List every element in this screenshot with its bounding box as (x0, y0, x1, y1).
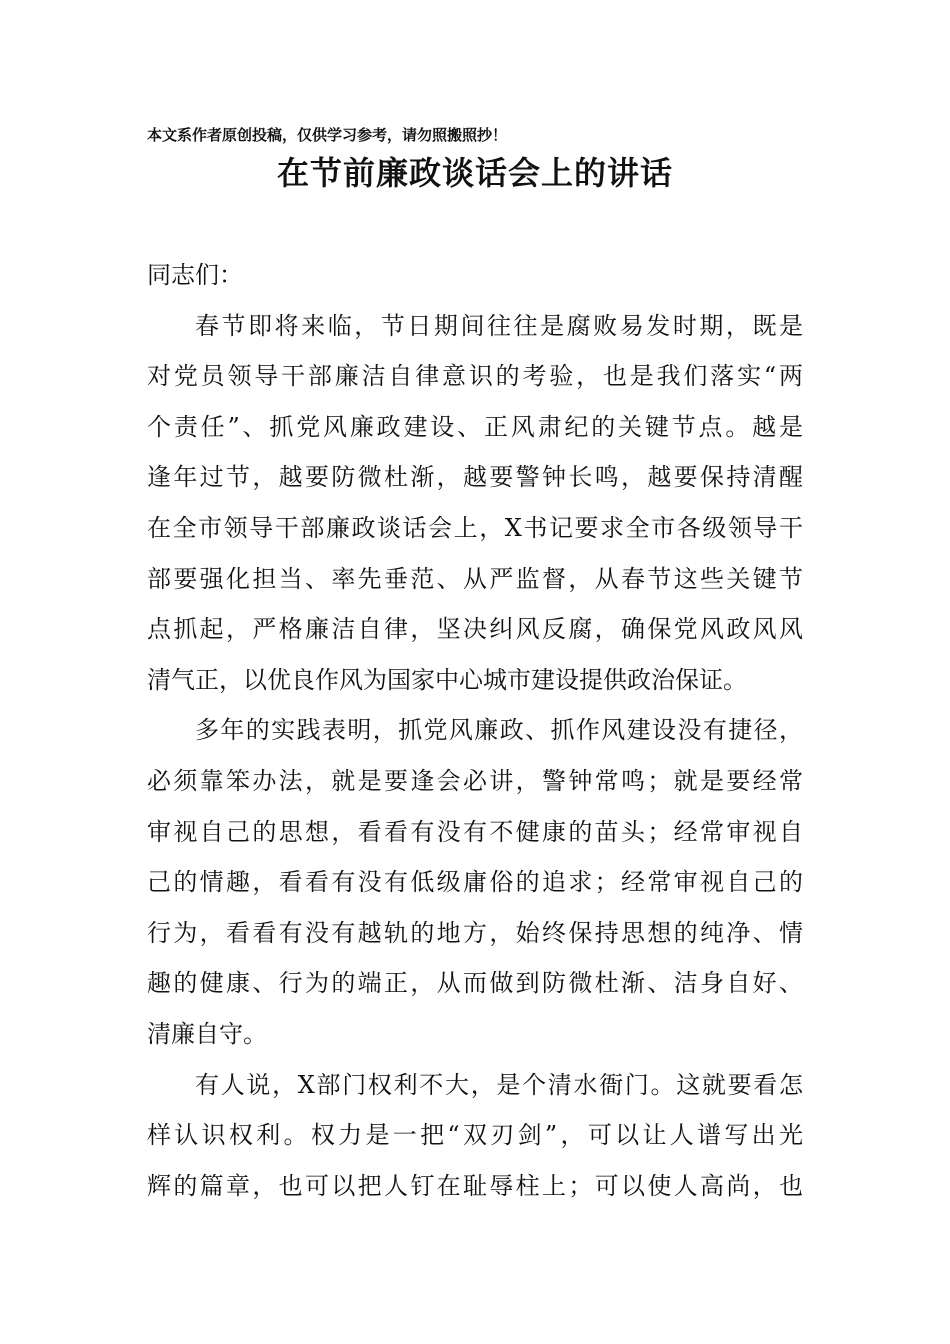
document-title: 在节前廉政谈话会上的讲话 (276, 154, 673, 192)
salutation: 同志们： (147, 261, 243, 289)
paragraph-line: 逢年过节，越要防微杜渐，越要警钟长鸣，越要保持清醒 (147, 463, 803, 492)
paragraph-line: 春节即将来临，节日期间往往是腐败易发时期，既是 (195, 311, 803, 340)
paragraph-line: 在全市领导干部廉政谈话会上，X书记要求全市各级领导干 (147, 513, 803, 542)
paragraph-line: 多年的实践表明，抓党风廉政、抓作风建设没有捷径， (195, 716, 803, 745)
paragraph (147, 1060, 803, 1212)
paragraph (147, 301, 803, 706)
disclaimer-note: 本文系作者原创投稿，仅供学习参考，请勿照搬照抄！ (147, 126, 508, 144)
paragraph-line: 行为，看看有没有越轨的地方，始终保持思想的纯净、情 (147, 918, 803, 947)
paragraph-line: 样认识权利。权力是一把“双刃剑”，可以让人谱写出光 (147, 1121, 803, 1150)
paragraph (147, 705, 803, 1059)
paragraph-line: 点抓起，严格廉洁自律，坚决纠风反腐，确保党风政风风 (147, 615, 803, 644)
paragraph-line: 辉的篇章，也可以把人钉在耻辱柱上；可以使人高尚，也 (147, 1171, 803, 1200)
paragraph-line: 清廉自守。 (147, 1019, 267, 1048)
paragraph-line: 审视自己的思想，看看有没有不健康的苗头；经常审视自 (147, 817, 803, 846)
paragraph-line: 必须靠笨办法，就是要逢会必讲，警钟常鸣；就是要经常 (147, 766, 803, 795)
paragraph-line: 己的情趣，看看有没有低级庸俗的追求；经常审视自己的 (147, 868, 803, 897)
document-body (147, 250, 803, 1211)
paragraph-line: 对党员领导干部廉洁自律意识的考验，也是我们落实“两 (147, 362, 803, 391)
paragraph-line: 个责任”、抓党风廉政建设、正风肃纪的关键节点。越是 (147, 412, 803, 441)
paragraph-line: 部要强化担当、率先垂范、从严监督，从春节这些关键节 (147, 564, 803, 593)
paragraph-line: 有人说，X部门权利不大，是个清水衙门。这就要看怎 (195, 1070, 803, 1099)
paragraph-line: 清气正，以优良作风为国家中心城市建设提供政治保证。 (147, 665, 747, 694)
paragraph-line: 趣的健康、行为的端正，从而做到防微杜渐、洁身自好、 (147, 969, 803, 998)
